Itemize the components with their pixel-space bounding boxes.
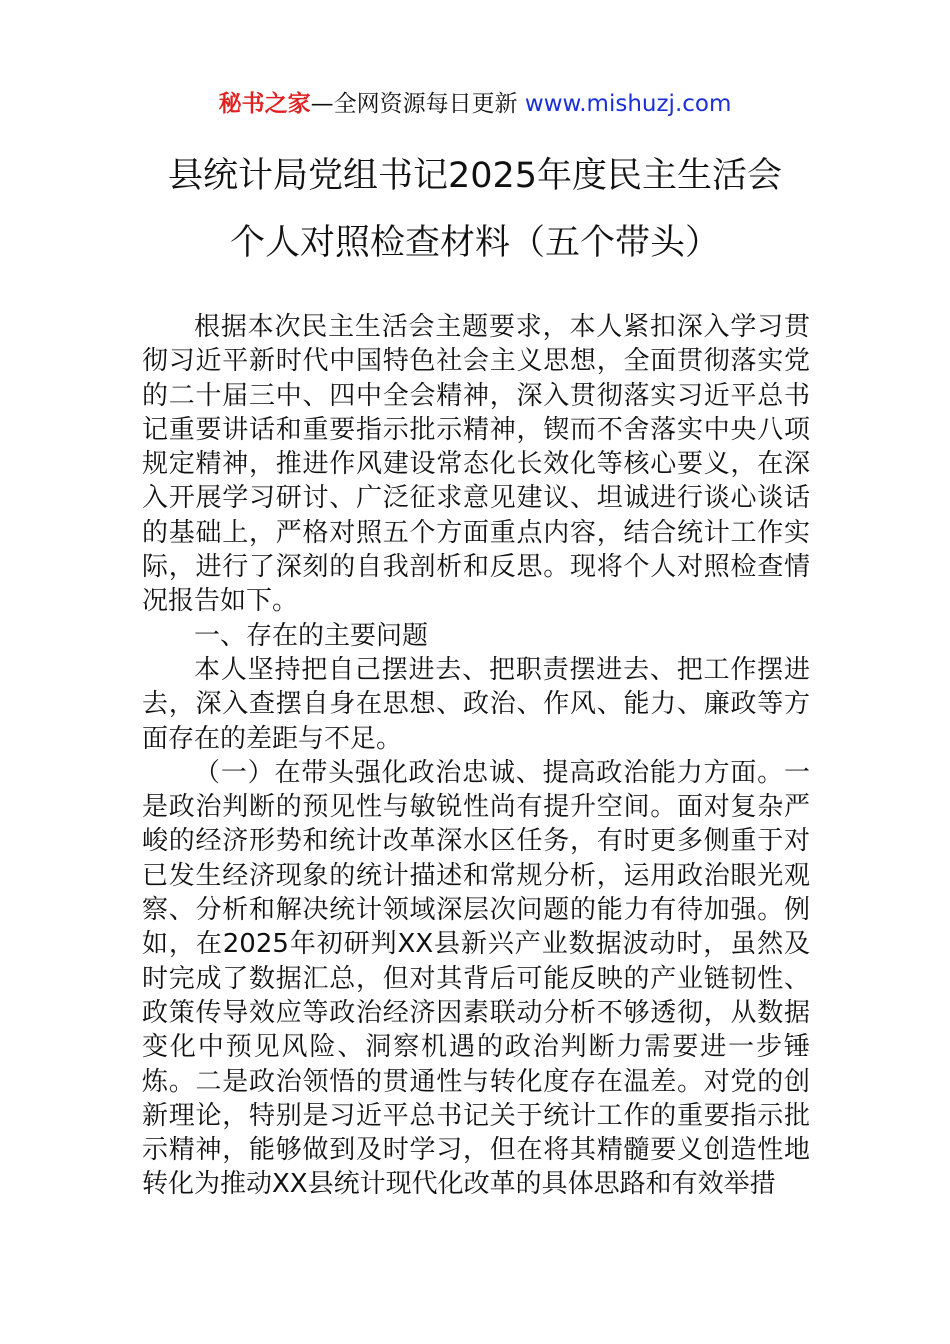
intro-paragraph: 根据本次民主生活会主题要求，本人紧扣深入学习贯彻习近平新时代中国特色社会主义思想，全面贯彻落实党的二十届三中、四中全会精神，深入贯彻落实习近平总书记重要讲话和重要指示批示精神，锲而不舍落实中央八项规定精神，推进作风建设常态化长效化等核心要义，在深入开展学习研讨、广泛征求意见建议、坦诚进行谈心谈话的基础上，严格对照五个方面重点内容，结合统计工作实际，进行了深刻的自我剖析和反思。现将个人对照检查情况报告如下。	[142, 312, 810, 617]
document-title-line-1: 县统计局党组书记2025年度民主生活会	[167, 156, 783, 196]
section-intro-paragraph: 本人坚持把自己摆进去、把职责摆进去、把工作摆进去，深入查摆自身在思想、政治、作风、能力、廉政等方面存在的差距与不足。	[142, 654, 810, 754]
document-title-line-2: 个人对照检查材料（五个带头）	[229, 223, 720, 263]
site-header	[0, 88, 950, 120]
header-tagline: —全网资源每日更新	[310, 91, 518, 117]
subsection-paragraph: （一）在带头强化政治忠诚、提高政治能力方面。一是政治判断的预见性与敏锐性尚有提升空间。面对复杂严峻的经济形势和统计改革深水区任务，有时更多侧重于对已发生经济现象的统计描述和常规分析，运用政治眼光观察、分析和解决统计领域深层次问题的能力有待加强。例如，在2025年初研判XX县新兴产业数据波动时，虽然及时完成了数据汇总，但对其背后可能反映的产业链韧性、政策传导效应等政治经济因素联动分析不够透彻，从数据变化中预见风险、洞察机遇的政治判断力需要进一步锤炼。二是政治领悟的贯通性与转化度存在温差。对党的创新理论，特别是习近平总书记关于统计工作的重要指示批示精神，能够做到及时学习，但在将其精髓要义创造性地转化为推动XX县统计现代化改革的具体思路和有效举措	[142, 757, 810, 1200]
site-url-link[interactable]: www.mishuzj.com	[524, 91, 732, 117]
section-heading: 一、存在的主要问题	[194, 620, 429, 651]
brand-name: 秘书之家	[218, 91, 311, 117]
document-body	[142, 310, 810, 1202]
